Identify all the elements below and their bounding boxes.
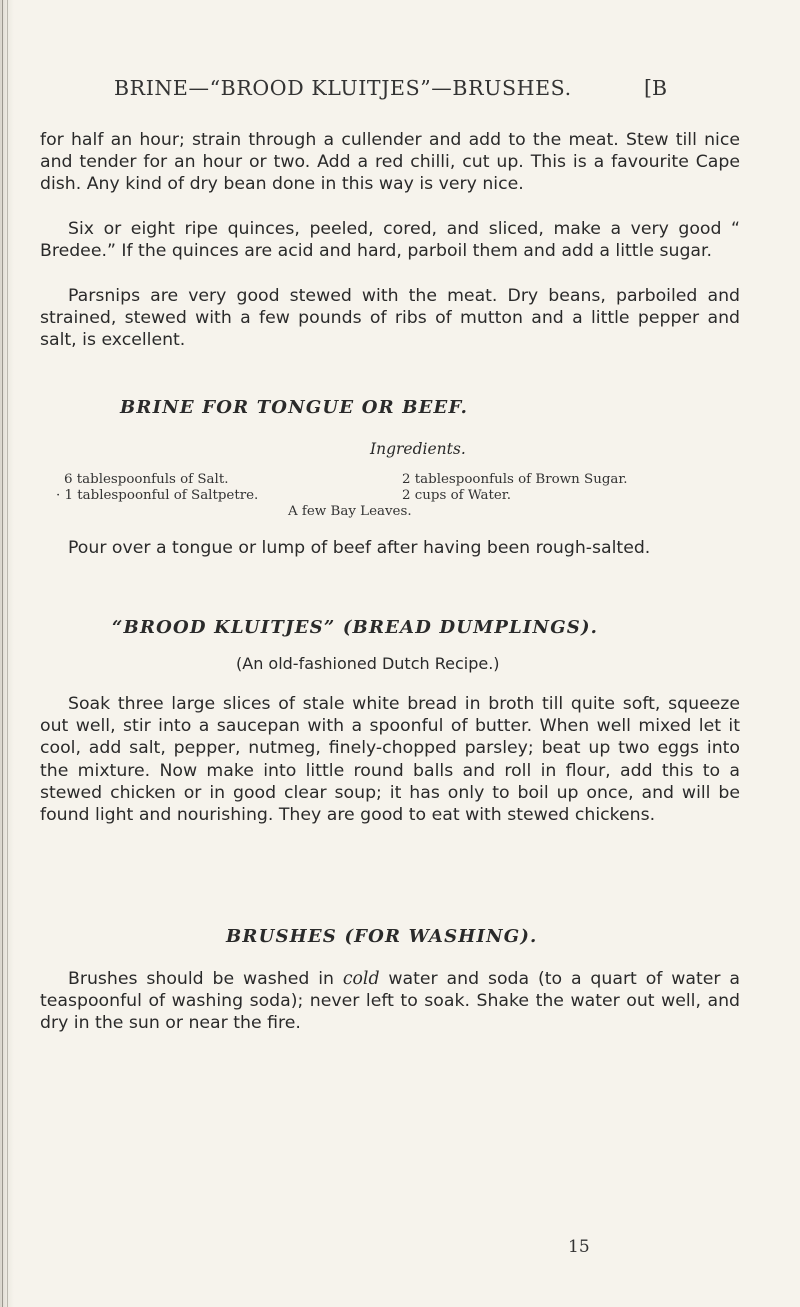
paragraph-dumplings-method bbox=[40, 693, 740, 826]
ingredient-saltpetre: · 1 tablespoonful of Saltpetre. bbox=[56, 488, 259, 503]
brine-ingredients-label: Ingredients. bbox=[370, 440, 466, 458]
paragraph-text: Soak three large slices of stale white bread in broth till quite soft, squeeze out well, stir into a saucepan with a spoonful of butter. When well mixed let it cool, add salt, pepper, nutmeg, finely-chopped parsley; beat up two eggs into the mixture. Now make into little round balls and roll in flour, add this to a stewed chicken or in good clear soup; it has only to boil up once, and will be found light and nourishing. They are good to eat with stewed chickens. bbox=[40, 694, 740, 826]
paragraph-quinces bbox=[40, 218, 740, 262]
paragraph-brine-method bbox=[40, 537, 740, 559]
emphasis-cold: cold bbox=[342, 969, 380, 989]
paragraph-parsnips bbox=[40, 285, 740, 352]
running-head-section-letter: [B bbox=[644, 76, 668, 100]
ingredient-salt: 6 tablespoonfuls of Salt. bbox=[64, 472, 229, 487]
paragraph-text: Parsnips are very good stewed with the meat. Dry beans, parboiled and strained, stewed with a few pounds of ribs of mutton and a little pepper and salt, is excellent. bbox=[40, 286, 740, 351]
paragraph-text: water and soda (to a quart of water a teaspoonful of washing soda); never left to soak. Shake the water out well, and dry in the sun or near the fire. bbox=[40, 969, 740, 1034]
ingredient-water: 2 cups of Water. bbox=[402, 488, 511, 503]
paragraph-text: Brushes should be washed in bbox=[68, 969, 343, 989]
dumplings-heading: “BROOD KLUITJES” (BREAD DUMPLINGS). bbox=[112, 617, 599, 638]
paragraph-cape-dish bbox=[40, 129, 740, 196]
ingredient-bay-leaves: A few Bay Leaves. bbox=[288, 504, 412, 519]
page-number: 15 bbox=[568, 1237, 590, 1257]
paragraph-text: Pour over a tongue or lump of beef after having been rough-salted. bbox=[68, 538, 651, 558]
brine-heading: BRINE FOR TONGUE OR BEEF. bbox=[120, 397, 469, 418]
running-head-title: BRINE—“BROOD KLUITJES”—BRUSHES. bbox=[114, 76, 572, 100]
paragraph-text: Six or eight ripe quinces, peeled, cored, and sliced, make a very good “ Bredee.” If the quinces are acid and hard, parboil them and add a little sugar. bbox=[40, 219, 740, 262]
dumplings-note: (An old-fashioned Dutch Recipe.) bbox=[236, 654, 500, 673]
ingredient-brown-sugar: 2 tablespoonfuls of Brown Sugar. bbox=[402, 472, 628, 487]
paragraph-brushes-method bbox=[40, 968, 740, 1035]
paragraph-text: for half an hour; strain through a cullender and add to the meat. Stew till nice and tender for an hour or two. Add a red chilli, cut up. This is a favourite Cape dish. Any kind of dry bean done in this way is very nice. bbox=[40, 130, 740, 195]
page-edge-line bbox=[7, 0, 8, 1307]
page-edge-line bbox=[2, 0, 3, 1307]
brushes-heading: BRUSHES (FOR WASHING). bbox=[226, 926, 538, 947]
